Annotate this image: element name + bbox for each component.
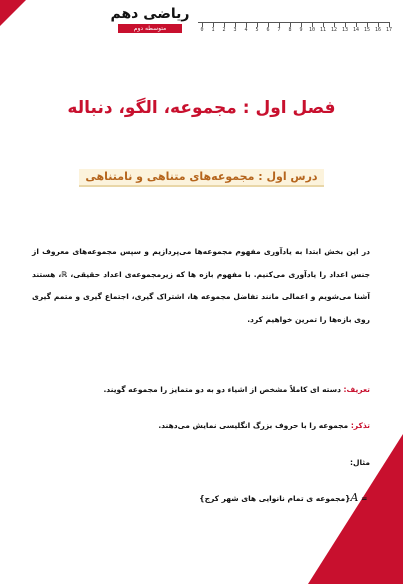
example-formula — [32, 491, 370, 506]
ruler-tick-label: 4 — [244, 27, 248, 33]
logo-subtitle: متوسطه دوم — [118, 24, 182, 33]
chapter-title: فصل اول : مجموعه، الگو، دنباله — [67, 98, 336, 118]
ruler-tick-label: 7 — [277, 27, 281, 33]
logo-title: ریاضی دهم — [110, 6, 190, 22]
ruler-tick-label: 17 — [385, 27, 393, 33]
ruler-tick-label: 0 — [200, 27, 204, 33]
logo — [104, 5, 196, 35]
reminder-line — [32, 420, 370, 432]
ruler-tick-label: 10 — [308, 27, 316, 33]
formula-set-text: {مجموعه ی تمام نانوایی های شهر کرج} — [199, 494, 351, 503]
formula-lhs — [350, 491, 370, 504]
reminder-text: مجموعه را با حروف بزرگ انگلیسی نمایش می‌دهند. — [158, 421, 351, 430]
ruler-tick-label: 5 — [255, 27, 259, 33]
definition-line — [32, 384, 370, 396]
formula-equals: = — [358, 494, 370, 503]
ruler-tick-label: 9 — [299, 27, 303, 33]
ruler-tick-label: 16 — [374, 27, 382, 33]
ruler-line — [198, 22, 390, 23]
ruler-tick-label: 12 — [330, 27, 338, 33]
intro-paragraph: در این بخش ابتدا به یادآوری مفهوم مجموعه‌ها می‌پردازیم و سپس مجموعه‌های معروف از جنس اعداد را یادآوری می‌کنیم. با مفهوم بازه ها که زیرمجموعه‌ی اعداد حقیقی، ℝ، هستند آشنا می‌شویم و اعمالی مانند تفاضل مجموعه ها، اشتراک گیری، اجتماع گیری و متمم گیری روی بازه‌ها را تمرین خواهیم کرد. — [32, 247, 370, 324]
ruler-tick-label: 3 — [233, 27, 237, 33]
ruler — [198, 22, 393, 36]
ruler-tick-label: 13 — [341, 27, 349, 33]
definition-text: دسته ای کاملاً مشخص از اشیاء دو به دو متمایز را مجموعه گویند. — [103, 385, 344, 394]
ruler-tick-label: 2 — [222, 27, 226, 33]
corner-decoration-top-left — [0, 0, 26, 26]
ruler-tick-label: 11 — [319, 27, 327, 33]
formula-variable: A — [350, 491, 359, 504]
example-label: مثال: — [349, 458, 370, 467]
ruler-tick-label: 1 — [211, 27, 215, 33]
ruler-tick-label: 14 — [352, 27, 360, 33]
ruler-tick-label: 6 — [266, 27, 270, 33]
ruler-tick-label: 15 — [363, 27, 371, 33]
lesson-title: درس اول : مجموعه‌های متناهی و نامتناهی — [79, 169, 323, 187]
definition-label: تعریف: — [343, 385, 370, 394]
ruler-tick-label: 8 — [288, 27, 292, 33]
lesson-heading — [0, 165, 403, 187]
reminder-label: تذکر: — [350, 421, 370, 430]
